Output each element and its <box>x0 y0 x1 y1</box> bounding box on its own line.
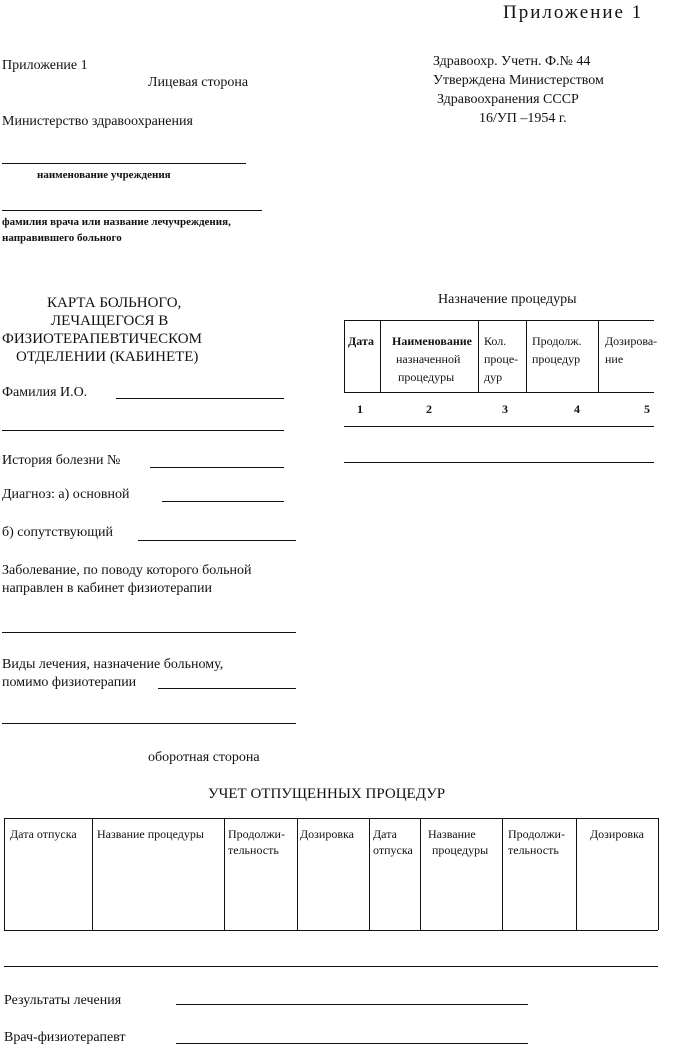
treatment-label-2: помимо физиотерапии <box>2 675 137 690</box>
dispensed-procedures-title: УЧЕТ ОТПУЩЕННЫХ ПРОЦЕДУР <box>208 786 446 802</box>
history-field[interactable] <box>150 467 284 468</box>
procedure-col-dosage-2: ние <box>605 352 624 366</box>
dispensed-col-name: Название процедуры <box>97 827 204 841</box>
procedure-col-dosage-1: Дозирова- <box>605 334 658 348</box>
dispensed-col-duration2-2: тельность <box>508 843 559 857</box>
procedure-col-name-1: Наименование <box>392 334 472 348</box>
procedure-table-title: Назначение процедуры <box>438 292 577 307</box>
procedure-col-count-1: Кол. <box>484 334 507 348</box>
doctor-field[interactable] <box>176 1043 528 1044</box>
concomitant-label: б) сопутствующий <box>2 525 113 540</box>
history-label: История болезни № <box>2 453 121 468</box>
dispensed-col-date: Дата отпуска <box>10 827 77 841</box>
results-field[interactable] <box>176 1004 528 1005</box>
approved-by: Утверждена Министерством <box>433 73 604 88</box>
treatment-label-1: Виды лечения, назначение больному, <box>2 657 224 672</box>
form-number: Здравоохр. Учетн. Ф.№ 44 <box>433 54 591 69</box>
appendix-left: Приложение 1 <box>2 58 88 73</box>
results-label: Результаты лечения <box>4 993 122 1008</box>
order-number: 16/УП –1954 г. <box>479 111 567 126</box>
dispensed-col-duration-2: тельность <box>228 843 279 857</box>
dispensed-col-name2-2: процедуры <box>432 843 489 857</box>
procedure-col-duration-1: Продолж. <box>532 334 582 348</box>
procedure-col-number-3: 3 <box>502 402 508 416</box>
procedure-col-number-5: 5 <box>644 402 650 416</box>
procedure-col-count-2: проце- <box>484 352 519 366</box>
procedure-col-number-2: 2 <box>426 402 432 416</box>
procedure-col-date: Дата <box>348 334 374 348</box>
ministry-label: Министерство здравоохранения <box>2 114 193 129</box>
referrer-caption-1: фамилия врача или название лечучреждения, <box>2 216 231 228</box>
institution-caption: наименование учреждения <box>37 169 171 181</box>
treatment-field[interactable] <box>158 688 296 689</box>
ministry-name: Здравоохранения СССР <box>437 92 579 107</box>
dispensed-col-dosage2: Дозировка <box>590 827 644 841</box>
institution-line[interactable] <box>2 163 246 164</box>
procedure-col-duration-2: процедур <box>532 352 581 366</box>
concomitant-field[interactable] <box>138 540 296 541</box>
procedure-col-name-3: процедуры <box>398 370 455 384</box>
diagnosis-label: Диагноз: а) основной <box>2 487 130 502</box>
disease-label-1: Заболевание, по поводу которого больной <box>2 563 252 578</box>
treatment-field-continuation[interactable] <box>2 723 296 724</box>
doctor-label: Врач-физиотерапевт <box>4 1030 126 1045</box>
disease-field[interactable] <box>2 632 296 633</box>
diagnosis-field[interactable] <box>162 501 284 502</box>
appendix-top: Приложение 1 <box>503 2 644 23</box>
name-field-continuation[interactable] <box>2 430 284 431</box>
card-title-3: ФИЗИОТЕРАПЕВТИЧЕСКОМ <box>2 331 202 347</box>
procedure-col-count-3: дур <box>484 370 503 384</box>
card-title-4: ОТДЕЛЕНИИ (КАБИНЕТЕ) <box>16 349 199 365</box>
name-field[interactable] <box>116 398 284 399</box>
procedure-col-name-2: назначенной <box>396 352 461 366</box>
procedure-col-number-1: 1 <box>357 402 363 416</box>
notes-line[interactable] <box>4 966 658 967</box>
dispensed-col-duration-1: Продолжи- <box>228 827 285 841</box>
disease-label-2: направлен в кабинет физиотерапии <box>2 581 212 596</box>
front-side-label: Лицевая сторона <box>148 75 249 90</box>
dispensed-col-date2-1: Дата <box>373 827 397 841</box>
card-title-1: КАРТА БОЛЬНОГО, <box>47 295 182 311</box>
name-label: Фамилия И.О. <box>2 385 88 400</box>
back-side-label: оборотная сторона <box>148 750 260 765</box>
dispensed-col-date2-2: отпуска <box>373 843 413 857</box>
dispensed-col-name2-1: Название <box>428 827 476 841</box>
card-title-2: ЛЕЧАЩЕГОСЯ В <box>51 313 169 329</box>
referrer-line[interactable] <box>2 210 262 211</box>
procedure-col-number-4: 4 <box>574 402 580 416</box>
dispensed-col-dosage: Дозировка <box>300 827 354 841</box>
dispensed-col-duration2-1: Продолжи- <box>508 827 565 841</box>
referrer-caption-2: направившего больного <box>2 232 122 244</box>
